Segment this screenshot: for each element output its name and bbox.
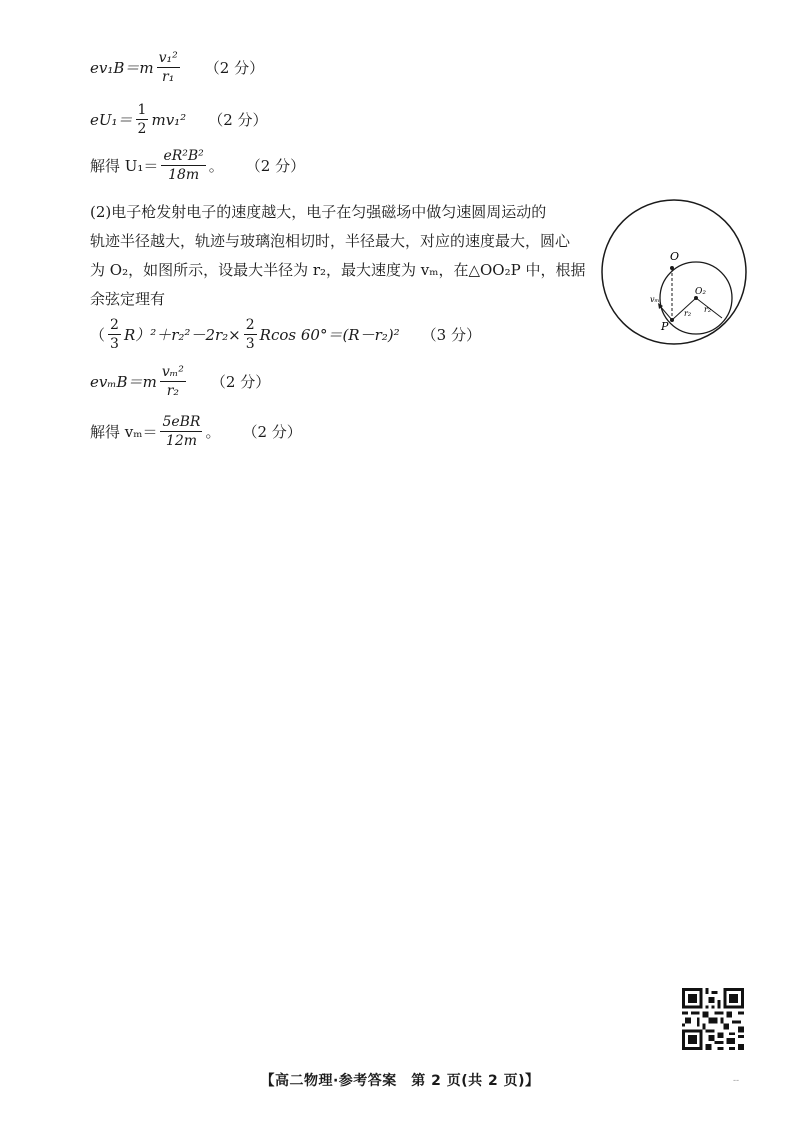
equation-6-fraction (160, 414, 202, 449)
fraction-numerator: 2 (108, 317, 121, 335)
fraction-denominator: r₂ (166, 383, 180, 400)
equation-2-fraction (136, 102, 149, 137)
equation-5-lhs: evₘB＝m (90, 373, 157, 392)
point-O (670, 266, 674, 270)
equation-3-fraction (161, 148, 205, 183)
equation-4 (90, 317, 481, 352)
fraction-denominator: 12m (165, 433, 198, 450)
equation-2-rhs: mv₁² (151, 110, 187, 129)
equation-1-lhs: ev₁B＝m (90, 59, 154, 78)
equation-3-end: 。 (208, 157, 224, 176)
equation-1 (90, 50, 264, 85)
paragraph-line: (2)电子枪发射电子的速度越大，电子在匀强磁场中做匀速圆周运动的 (90, 203, 547, 221)
equation-4-part: （ (90, 326, 106, 345)
equation-1-fraction (157, 50, 180, 85)
score-label: （2 分） (204, 59, 265, 78)
paragraph-line: 为 O₂，如图所示，设最大半径为 r₂，最大速度为 vₘ，在△OO₂P 中，根据 (90, 261, 586, 279)
fraction-denominator: 3 (110, 336, 119, 353)
fraction-numerator: 2 (244, 317, 257, 335)
score-label: （2 分） (210, 373, 271, 392)
label-r2: r₂ (704, 305, 712, 314)
label-P: P (661, 320, 669, 333)
equation-6-end: 。 (205, 423, 221, 442)
equation-3-prefix: 解得 U₁＝ (90, 157, 159, 176)
equation-4-part: Rcos 60°＝(R－r₂)² (259, 326, 400, 345)
circle-diagram (600, 198, 748, 346)
equation-4-part: R）²＋r₂²－2r₂× (123, 326, 241, 345)
explanation-paragraph (90, 198, 605, 314)
label-vm: vₘ (650, 295, 660, 304)
label-r2: r₂ (684, 309, 692, 318)
equation-2 (90, 102, 268, 137)
equation-6-prefix: 解得 vₘ＝ (90, 423, 158, 442)
fraction-denominator: r₁ (162, 69, 175, 86)
fraction-denominator: 2 (137, 121, 147, 138)
fraction-numerator: 5eBR (160, 414, 202, 432)
equation-4-fraction-2 (244, 317, 257, 352)
fraction-numerator: eR²B² (161, 148, 205, 166)
score-label: （2 分） (208, 111, 268, 130)
paragraph-line: 余弦定理有 (90, 290, 166, 308)
point-P (670, 318, 674, 322)
corner-mark: -- (733, 1076, 740, 1086)
equation-5 (90, 364, 270, 399)
equation-6 (90, 414, 302, 449)
glass-bulb-circle (602, 200, 746, 344)
score-label: （3 分） (421, 326, 481, 345)
paragraph-line: 轨迹半径越大，轨迹与玻璃泡相切时，半径最大，对应的速度最大，圆心 (90, 232, 571, 250)
equation-2-lhs: eU₁＝ (90, 111, 133, 130)
score-label: （2 分） (242, 423, 302, 442)
label-O2: O₂ (695, 287, 706, 297)
fraction-numerator: 1 (136, 102, 149, 120)
fraction-numerator: v₁² (157, 50, 180, 68)
fraction-numerator: vₘ² (160, 364, 186, 382)
score-label: （2 分） (245, 157, 306, 176)
equation-5-fraction (160, 364, 186, 399)
fraction-denominator: 3 (245, 336, 255, 353)
page-footer: 【高二物理·参考答案 第 2 页(共 2 页)】 (260, 1073, 540, 1089)
fraction-denominator: 18m (168, 167, 200, 184)
qr-code (682, 988, 744, 1050)
label-O: O (670, 250, 680, 263)
equation-3 (90, 148, 305, 183)
equation-4-fraction-1 (108, 317, 121, 352)
